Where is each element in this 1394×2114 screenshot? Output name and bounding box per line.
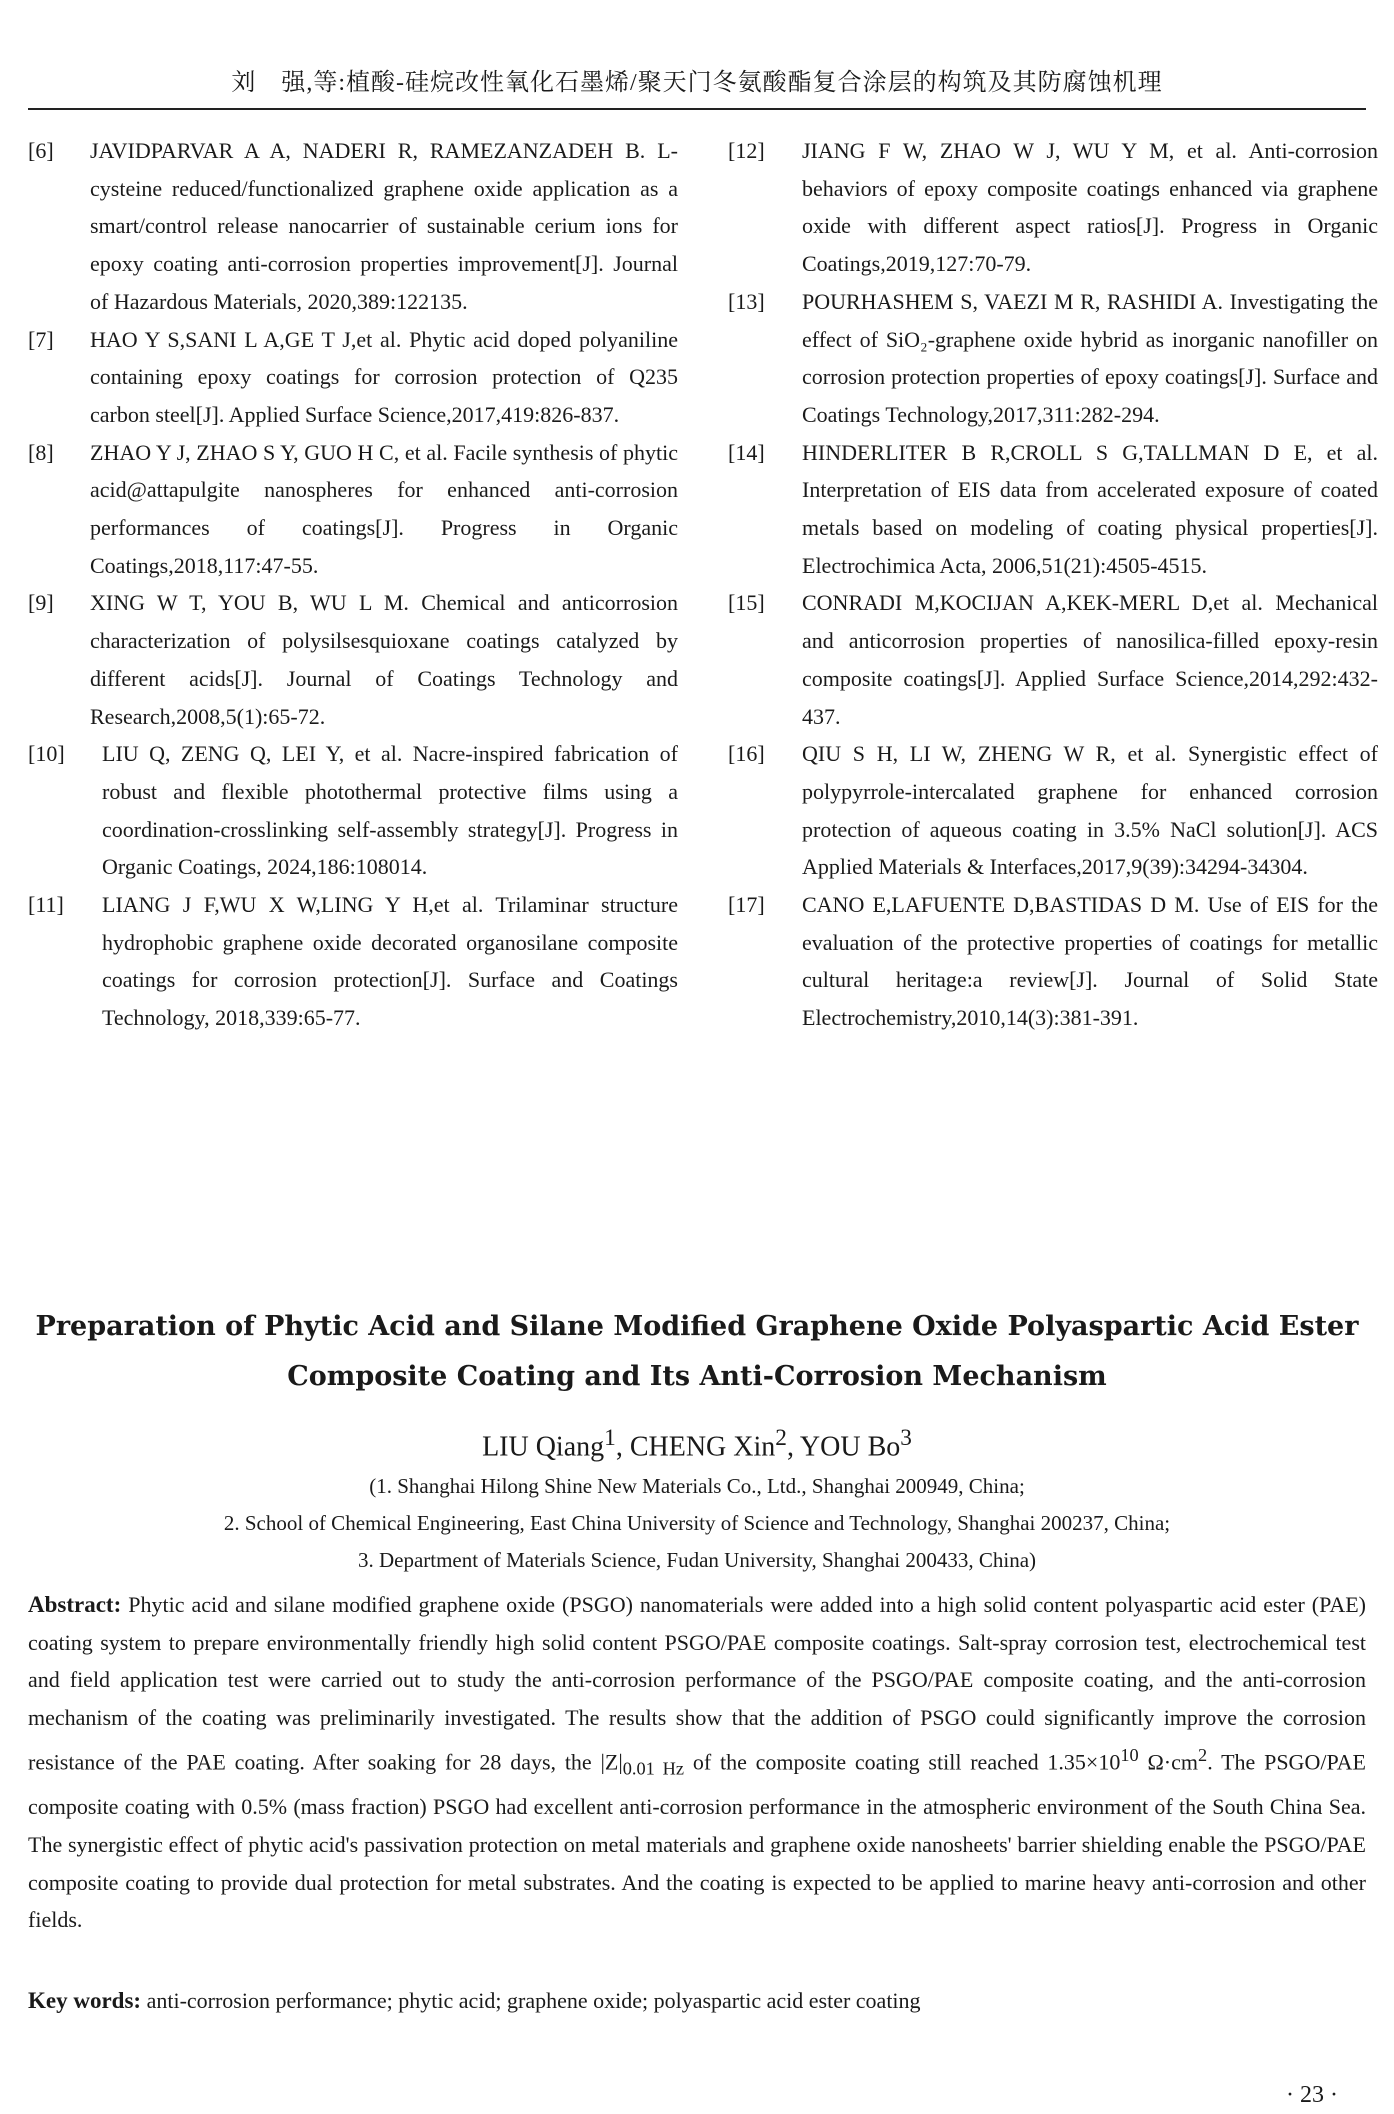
reference-number: [8]	[28, 439, 54, 465]
reference-text: LIANG J F,WU X W,LING Y H,et al. Trilaminar structure hydrophobic graphene oxide decorated organosilane composite coatings for corrosion protection[J]. Surface and Coatings Technology, 2018,339:65-77.	[102, 892, 678, 1031]
reference-number: [15]	[728, 590, 765, 616]
references-left-column	[28, 132, 678, 1037]
keywords-paragraph	[28, 1982, 1366, 2019]
running-header: 刘 强,等:植酸-硅烷改性氧化石墨烯/聚天门冬氨酸酯复合涂层的构筑及其防腐蚀机理	[231, 70, 1163, 96]
abstract-text-part-1: Phytic acid and silane modified graphene oxide (PSGO) nanomaterials were added into a high solid content polyaspartic acid ester (PAE) coating system to prepare environmentally friendly high solid content PSGO/PAE composite coatings. Salt-spray corrosion test, electrochemical test and field application test were carried out to study the anti-corrosion performance of the PSGO/PAE composite coating, and the anti-corrosion mechanism of the coating was preliminarily investigated. The results show that the addition of PSGO could significantly improve the corrosion resistance of the PAE coating. After soaking for 28 days, the |Z|	[28, 1592, 1366, 1775]
reference-item	[28, 434, 678, 585]
affiliation-line: 2. School of Chemical Engineering, East China University of Science and Technology, Shanghai 200237, China;	[223, 1511, 1171, 1535]
abstract-label: Abstract:	[28, 1592, 122, 1617]
reference-item	[28, 886, 678, 1037]
reference-text: XING W T, YOU B, WU L M. Chemical and anticorrosion characterization of polysilsesquioxane coatings catalyzed by different acids[J]. Journal of Coatings Technology and Research,2008,5(1):65-72.	[90, 590, 678, 729]
abstract-text-part-4: . The PSGO/PAE composite coating with 0.5% (mass fraction) PSGO had excellent anti-corrosion performance in the atmospheric environment of the South China Sea. The synergistic effect of phytic acid's passivation protection on metal materials and graphene oxide nanosheets' barrier shielding enable the PSGO/PAE composite coating to provide dual protection for metal substrates. And the coating is expected to be applied to marine heavy anti-corrosion and other fields.	[28, 1749, 1366, 1933]
reference-number: [16]	[728, 741, 765, 767]
reference-item	[728, 434, 1378, 585]
reference-item	[28, 584, 678, 735]
reference-text: HINDERLITER B R,CROLL S G,TALLMAN D E, et al. Interpretation of EIS data from accelerated exposure of coated metals based on modeling of coating physical properties[J]. Electrochimica Acta, 2006,51(21):4505-4515.	[802, 439, 1378, 578]
reference-number: [12]	[728, 138, 765, 163]
author-separator: ,	[615, 1431, 630, 1463]
reference-text: JIANG F W, ZHAO W J, WU Y M, et al. Anti-corrosion behaviors of epoxy composite coatings enhanced via graphene oxide with different aspect ratios[J]. Progress in Organic Coatings,2019,127:70-79.	[802, 138, 1378, 277]
author-affiliation-mark: 1	[604, 1425, 616, 1451]
page-number: · 23 ·	[1286, 2082, 1338, 2108]
reference-text: JAVIDPARVAR A A, NADERI R, RAMEZANZADEH B. L-cysteine reduced/functionalized graphene oxide application as a smart/control release nanocarrier of sustainable cerium ions for epoxy coating anti-corrosion properties improvement[J]. Journal of Hazardous Materials, 2020,389:122135.	[90, 138, 678, 314]
reference-number: [17]	[728, 892, 765, 918]
authors-line	[0, 1425, 1394, 1463]
author-affiliation-mark: 2	[775, 1425, 787, 1451]
reference-number: [6]	[28, 138, 54, 163]
reference-item	[28, 321, 678, 434]
abstract-unit-exponent: 2	[1198, 1744, 1208, 1765]
author-affiliation-mark: 3	[900, 1425, 912, 1451]
affiliations	[0, 1468, 1394, 1579]
english-title	[0, 1302, 1394, 1402]
reference-text: QIU S H, LI W, ZHENG W R, et al. Synergistic effect of polypyrrole-intercalated graphene for enhanced corrosion protection of aqueous coating in 3.5% NaCl solution[J]. ACS Applied Materials & Interfaces,2017,9(39):34294-34304.	[802, 741, 1378, 880]
reference-number: [13]	[728, 288, 765, 314]
reference-item	[28, 132, 678, 321]
affiliation-line: (1. Shanghai Hilong Shine New Materials Co., Ltd., Shanghai 200949, China;	[369, 1474, 1025, 1498]
author-separator: ,	[786, 1431, 800, 1463]
abstract-exponent: 10	[1120, 1744, 1139, 1765]
reference-item	[728, 886, 1378, 1037]
abstract-paragraph	[28, 1586, 1366, 1939]
reference-item	[728, 584, 1378, 735]
affiliation-line: 3. Department of Materials Science, Fudan University, Shanghai 200433, China)	[357, 1548, 1037, 1572]
reference-text: POURHASHEM S, VAEZI M R, RASHIDI A. Investigating the effect of SiO₂-graphene oxide hybrid as inorganic nanofiller on corrosion protection properties of epoxy coatings[J]. Surface and Coatings Technology,2017,311:282-294.	[802, 288, 1378, 427]
english-title-line-1: Preparation of Phytic Acid and Silane Modified Graphene Oxide Polyaspartic Acid Ester	[35, 1311, 1359, 1342]
reference-text: ZHAO Y J, ZHAO S Y, GUO H C, et al. Facile synthesis of phytic acid@attapulgite nanospheres for enhanced anti-corrosion performances of coatings[J]. Progress in Organic Coatings,2018,117:47-55.	[90, 439, 678, 578]
reference-number: [14]	[728, 439, 765, 465]
author-name: YOU Bo	[799, 1431, 901, 1463]
reference-text: CANO E,LAFUENTE D,BASTIDAS D M. Use of EIS for the evaluation of the protective properties of coatings for metallic cultural heritage:a review[J]. Journal of Solid State Electrochemistry,2010,14(3):381-391.	[802, 892, 1378, 1031]
abstract-subscript: 0.01 Hz	[622, 1758, 685, 1779]
reference-item	[728, 132, 1378, 283]
references-right-column	[728, 132, 1378, 1037]
reference-item	[728, 735, 1378, 886]
reference-text: HAO Y S,SANI L A,GE T J,et al. Phytic acid doped polyaniline containing epoxy coatings for corrosion protection of Q235 carbon steel[J]. Applied Surface Science,2017,419:826-837.	[90, 326, 678, 427]
reference-number: [10]	[28, 741, 65, 767]
abstract-text-part-3: Ω·cm	[1138, 1749, 1199, 1775]
reference-text: CONRADI M,KOCIJAN A,KEK-MERL D,et al. Mechanical and anticorrosion properties of nanosilica-filled epoxy-resin composite coatings[J]. Applied Surface Science,2014,292:432-437.	[802, 590, 1378, 729]
reference-text: LIU Q, ZENG Q, LEI Y, et al. Nacre-inspired fabrication of robust and flexible photothermal protective films using a coordination-crosslinking self-assembly strategy[J]. Progress in Organic Coatings, 2024,186:108014.	[102, 741, 678, 880]
abstract-text-part-2: of the composite coating still reached 1.35×10	[684, 1749, 1121, 1775]
keywords-text: anti-corrosion performance; phytic acid; graphene oxide; polyaspartic acid ester coating	[141, 1988, 921, 2013]
reference-item	[728, 283, 1378, 434]
reference-item	[28, 735, 678, 886]
header-rule	[28, 108, 1366, 110]
reference-number: [9]	[28, 590, 54, 616]
reference-number: [7]	[28, 326, 54, 352]
author-name: CHENG Xin	[629, 1431, 776, 1463]
reference-number: [11]	[28, 892, 64, 918]
author-name: LIU Qiang	[482, 1431, 605, 1463]
english-title-line-2: Composite Coating and Its Anti-Corrosion Mechanism	[287, 1361, 1107, 1392]
keywords-label: Key words:	[28, 1988, 142, 2013]
